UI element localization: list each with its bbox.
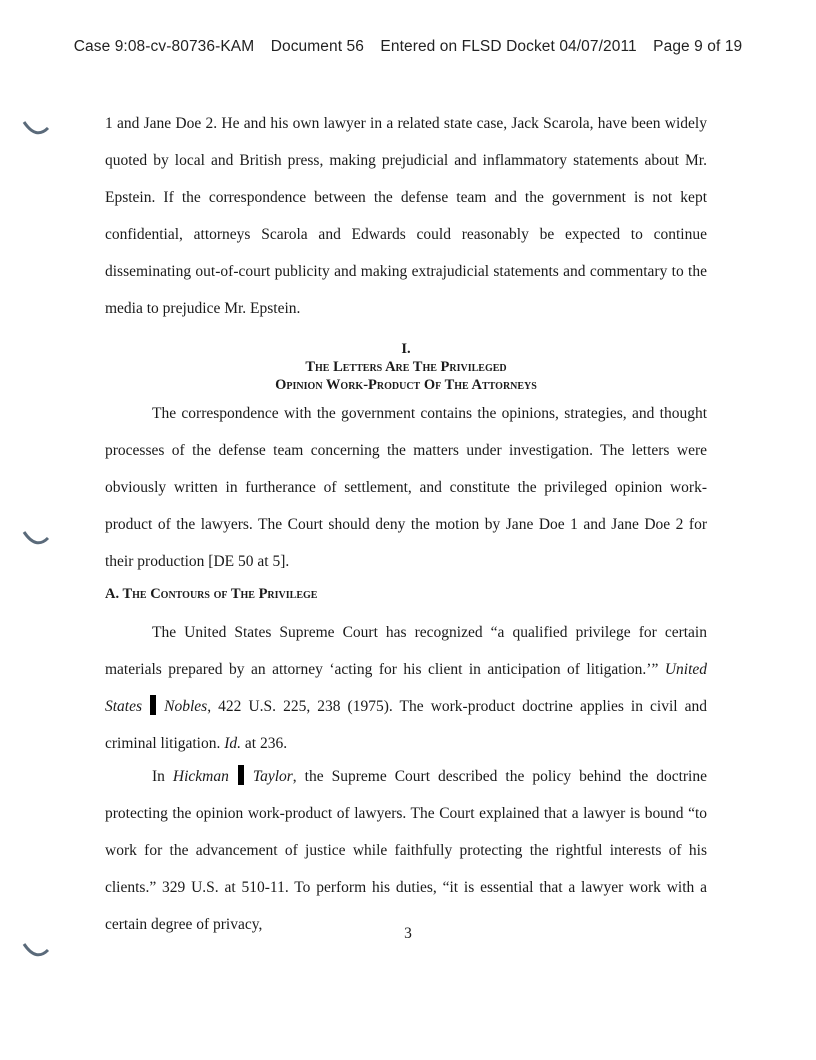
case-name: Taylor	[252, 768, 293, 785]
case-name: Nobles	[164, 698, 208, 715]
redaction-bar	[150, 695, 156, 715]
paragraph-supreme-court: The United States Supreme Court has recognized “a qualified privilege for certain materials prepared by an attorney ‘acting for his client in anticipation of litigation.’” United States Nobles, 422 U.S. 225, 238 (1975). The work-product doctrine applies in civil and criminal litigation. Id. at 236.	[105, 624, 708, 752]
redaction-bar	[238, 765, 244, 785]
case-number: Case 9:08-cv-80736-KAM	[73, 38, 255, 55]
heading-number: I.	[401, 341, 411, 357]
page-number: 3	[404, 925, 412, 942]
binder-hole-icon	[22, 940, 50, 960]
heading-line-2: Opinion Work-Product Of The Attorneys	[275, 377, 537, 393]
paragraph-continued: 1 and Jane Doe 2. He and his own lawyer in a related state case, Jack Scarola, have been widely quoted by local and British press, making prejudicial and inflammatory statements about Mr. Epstein. If the correspondence between the defense team and the government is not kept confidential, attorneys Scarola and Edwards could reasonably be expected to continue disseminating out-of-court publicity and making extrajudicial statements and commentary to the media to prejudice Mr. Epstein.	[105, 115, 707, 317]
citation-id: Id.	[224, 735, 242, 752]
page-of: Page 9 of 19	[653, 38, 743, 55]
binder-hole-icon	[22, 528, 50, 548]
case-name: Hickman	[172, 768, 229, 785]
entered-date: Entered on FLSD Docket 04/07/2011	[380, 38, 637, 55]
case-name: United States	[105, 661, 707, 715]
heading-line-1: The Letters Are The Privileged	[305, 359, 507, 375]
binder-hole-icon	[22, 118, 50, 138]
docket-header	[0, 38, 816, 56]
paragraph-correspondence: The correspondence with the government contains the opinions, strategies, and thought processes of the defense team concerning the matters under investigation. The letters were obviously written in furtherance of settlement, and constitute the privileged opinion work-product of the lawyers. The Court should deny the motion by Jane Doe 1 and Jane Doe 2 for their production [DE 50 at 5].	[105, 405, 707, 570]
subsection-heading: A. The Contours of The Privilege	[105, 586, 318, 602]
section-heading	[105, 340, 707, 394]
paragraph-hickman: In Hickman Taylor, the Supreme Court described the policy behind the doctrine protecting the opinion work-product of lawyers. The Court explained that a lawyer is bound “to work for the advancement of justice while faithfully protecting the rightful interests of his clients.” 329 U.S. at 510-11. To perform his duties, “it is essential that a lawyer work with a certain degree of privacy,	[105, 758, 707, 943]
document-number: Document 56	[270, 38, 364, 55]
